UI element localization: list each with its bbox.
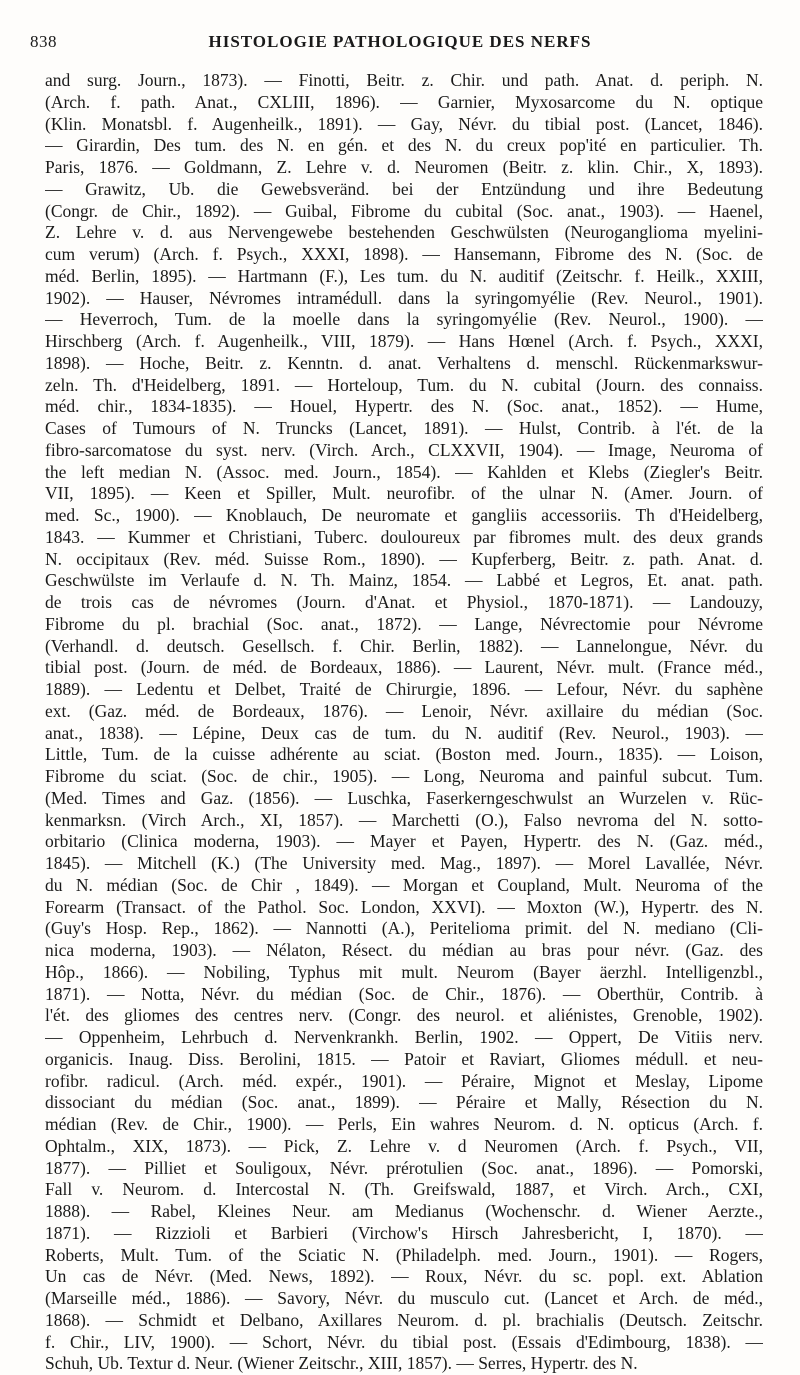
- text-line: Hôp., 1866). — Nobiling, Typhus mit mult. Neurom (Bayer äerzhl. Intelligenzbl.,: [45, 961, 763, 982]
- text-line: the left median N. (Assoc. med. Journ., 1854). — Kahlden et Klebs (Ziegler's Beitr.: [45, 461, 763, 482]
- text-line: orbitario (Clinica moderna, 1903). — Mayer et Payen, Hypertr. des N. (Gaz. méd.,: [45, 831, 763, 852]
- text-line: (Med. Times and Gaz. (1856). — Luschka, Faserkerngeschwulst an Wurzelen v. Rüc-: [45, 787, 763, 808]
- text-line: (Guy's Hosp. Rep., 1862). — Nannotti (A.), Peritelioma primit. del N. mediano (Cli-: [45, 918, 763, 939]
- bibliography-text: [45, 70, 763, 1375]
- text-line: organicis. Inaug. Diss. Berolini, 1815. — Patoir et Raviart, Gliomes médull. et neu-: [45, 1048, 763, 1069]
- text-line: VII, 1895). — Keen et Spiller, Mult. neurofibr. of the ulnar N. (Amer. Journ. of: [45, 483, 763, 504]
- text-line: zeln. Th. d'Heidelberg, 1891. — Horteloup, Tum. du N. cubital (Journ. des connaiss.: [45, 374, 763, 395]
- text-line: Little, Tum. de la cuisse adhérente au sciat. (Boston med. Journ., 1835). — Loison,: [45, 744, 763, 765]
- text-line: médian (Rev. de Chir., 1900). — Perls, Ein wahres Neurom. d. N. opticus (Arch. f.: [45, 1114, 763, 1134]
- text-line: l'ét. des gliomes des centres nerv. (Congr. des neurol. et aliénistes, Grenoble, 1902).: [45, 1005, 763, 1026]
- text-line: 1845). — Mitchell (K.) (The University med. Mag., 1897). — Morel Lavallée, Névr.: [45, 853, 763, 873]
- text-line: tibial post. (Journ. de méd. de Bordeaux, 1886). — Laurent, Névr. mult. (France méd.,: [45, 657, 763, 678]
- text-line: — Oppenheim, Lehrbuch d. Nervenkrankh. Berlin, 1902. — Oppert, De Vitiis nerv.: [45, 1027, 763, 1047]
- text-line: 1877). — Pilliet et Souligoux, Névr. prérotulien (Soc. anat., 1896). — Pomorski,: [45, 1157, 763, 1178]
- text-line: Paris, 1876. — Goldmann, Z. Lehre v. d. Neuromen (Beitr. z. klin. Chir., X, 1893).: [45, 157, 763, 177]
- text-line: (Congr. de Chir., 1892). — Guibal, Fibrome du cubital (Soc. anat., 1903). — Haenel,: [45, 200, 763, 221]
- text-line: (Marseille méd., 1886). — Savory, Névr. du musculo cut. (Lancet et Arch. de méd.,: [45, 1288, 763, 1308]
- text-line: — Heverroch, Tum. de la moelle dans la syringomyélie (Rev. Neurol., 1900). —: [45, 309, 763, 330]
- text-line: Cases of Tumours of N. Truncks (Lancet, 1891). — Hulst, Contrib. à l'ét. de la: [45, 418, 763, 438]
- page-header: [30, 32, 770, 60]
- text-line: 1871). — Notta, Névr. du médian (Soc. de Chir., 1876). — Oberthür, Contrib. à: [45, 983, 763, 1004]
- text-line: de trois cas de névromes (Journ. d'Anat. et Physiol., 1870-1871). — Landouzy,: [45, 592, 763, 612]
- text-line: f. Chir., LIV, 1900). — Schort, Névr. du tibial post. (Essais d'Edimbourg, 1838). —: [45, 1331, 763, 1352]
- text-line: Roberts, Mult. Tum. of the Sciatic N. (Philadelph. med. Journ., 1901). — Rogers,: [45, 1244, 763, 1265]
- text-line: fibro-sarcomatose du syst. nerv. (Virch. Arch., CLXXVII, 1904). — Image, Neuroma of: [45, 439, 763, 460]
- text-line: Forearm (Transact. of the Pathol. Soc. London, XXVI). — Moxton (W.), Hypertr. des N.: [45, 896, 763, 917]
- text-line: (Verhandl. d. deutsch. Gesellsch. f. Chir. Berlin, 1882). — Lannelongue, Névr. du: [45, 635, 763, 656]
- text-line: Un cas de Névr. (Med. News, 1892). — Roux, Névr. du sc. popl. ext. Ablation: [45, 1266, 763, 1287]
- text-line: (Arch. f. path. Anat., CXLIII, 1896). — Garnier, Myxosarcome du N. optique: [45, 91, 763, 112]
- text-line: med. Sc., 1900). — Knoblauch, De neuromate et gangliis accessoriis. Th d'Heidelberg,: [45, 505, 763, 525]
- text-line: N. occipitaux (Rev. méd. Suisse Rom., 1890). — Kupferberg, Beitr. z. path. Anat. d.: [45, 548, 763, 569]
- text-line: dissociant du médian (Soc. anat., 1899). — Péraire et Mally, Résection du N.: [45, 1092, 763, 1113]
- text-line: and surg. Journ., 1873). — Finotti, Beitr. z. Chir. und path. Anat. d. periph. N.: [45, 70, 763, 90]
- text-line: (Klin. Monatsbl. f. Augenheilk., 1891). — Gay, Névr. du tibial post. (Lancet, 1846).: [45, 113, 763, 134]
- text-line: ext. (Gaz. méd. de Bordeaux, 1876). — Lenoir, Névr. axillaire du médian (Soc.: [45, 700, 763, 721]
- text-line: 1898). — Hoche, Beitr. z. Kenntn. d. anat. Verhaltens d. menschl. Rückenmarkswur-: [45, 352, 763, 373]
- text-line: anat., 1838). — Lépine, Deux cas de tum. du N. auditif (Rev. Neurol., 1903). —: [45, 722, 763, 743]
- text-line: rofibr. radicul. (Arch. méd. expér., 1901). — Péraire, Mignot et Meslay, Lipome: [45, 1070, 763, 1091]
- text-line: Hirschberg (Arch. f. Augenheilk., VIII, 1879). — Hans Hœnel (Arch. f. Psych., XXXI,: [45, 331, 763, 351]
- text-line: 1889). — Ledentu et Delbet, Traité de Chirurgie, 1896. — Lefour, Névr. du saphène: [45, 679, 763, 699]
- text-line: Schuh, Ub. Textur d. Neur. (Wiener Zeitschr., XIII, 1857). — Serres, Hypertr. des N.: [45, 1353, 638, 1374]
- page-number: 838: [30, 32, 57, 51]
- text-line: 1871). — Rizzioli et Barbieri (Virchow's Hirsch Jahresbericht, I, 1870). —: [45, 1222, 763, 1243]
- text-line: 1888). — Rabel, Kleines Neur. am Medianus (Wochenschr. d. Wiener Aerzte.,: [45, 1201, 763, 1221]
- text-line: méd. Berlin, 1895). — Hartmann (F.), Les tum. du N. auditif (Zeitschr. f. Heilk., XXIII,: [45, 265, 763, 286]
- text-line: cum verum) (Arch. f. Psych., XXXI, 1898). — Hansemann, Fibrome des N. (Soc. de: [45, 244, 763, 264]
- text-line: Fall v. Neurom. d. Intercostal N. (Th. Greifswald, 1887, et Virch. Arch., CXI,: [45, 1179, 763, 1200]
- text-line: Geschwülste im Verlaufe d. N. Th. Mainz, 1854. — Labbé et Legros, Et. anat. path.: [45, 570, 763, 591]
- text-line: Ophtalm., XIX, 1873). — Pick, Z. Lehre v. d Neuromen (Arch. f. Psych., VII,: [45, 1135, 763, 1156]
- text-line: méd. chir., 1834-1835). — Houel, Hypertr. des N. (Soc. anat., 1852). — Hume,: [45, 396, 763, 417]
- running-title: HISTOLOGIE PATHOLOGIQUE DES NERFS: [208, 32, 592, 51]
- text-line: nica moderna, 1903). — Nélaton, Résect. du médian au bras pour névr. (Gaz. des: [45, 940, 763, 960]
- text-line: Fibrome du pl. brachial (Soc. anat., 1872). — Lange, Névrectomie pour Névrome: [45, 613, 763, 634]
- text-line: Fibrome du sciat. (Soc. de chir., 1905). — Long, Neuroma and painful subcut. Tum.: [45, 766, 763, 786]
- text-line: — Girardin, Des tum. des N. en gén. et des N. du creux pop'ité en particulier. Th.: [45, 135, 763, 156]
- text-line: 1868). — Schmidt et Delbano, Axillares Neurom. d. pl. brachialis (Deutsch. Zeitschr.: [45, 1309, 763, 1330]
- text-line: Z. Lehre v. d. aus Nervengewebe bestehenden Geschwülsten (Neuroganglioma myelini-: [45, 222, 763, 243]
- text-line: 1843. — Kummer et Christiani, Tuberc. douloureux par fibromes mult. des deux grands: [45, 526, 763, 547]
- text-line: du N. médian (Soc. de Chir , 1849). — Morgan et Coupland, Mult. Neuroma of the: [45, 874, 763, 895]
- text-line: kenmarksn. (Virch Arch., XI, 1857). — Marchetti (O.), Falso nevroma del N. sotto-: [45, 809, 763, 830]
- text-line: — Grawitz, Ub. die Gewebsveränd. bei der Entzündung und ihre Bedeutung: [45, 178, 763, 199]
- text-line: 1902). — Hauser, Névromes intramédull. dans la syringomyélie (Rev. Neurol., 1901).: [45, 287, 763, 308]
